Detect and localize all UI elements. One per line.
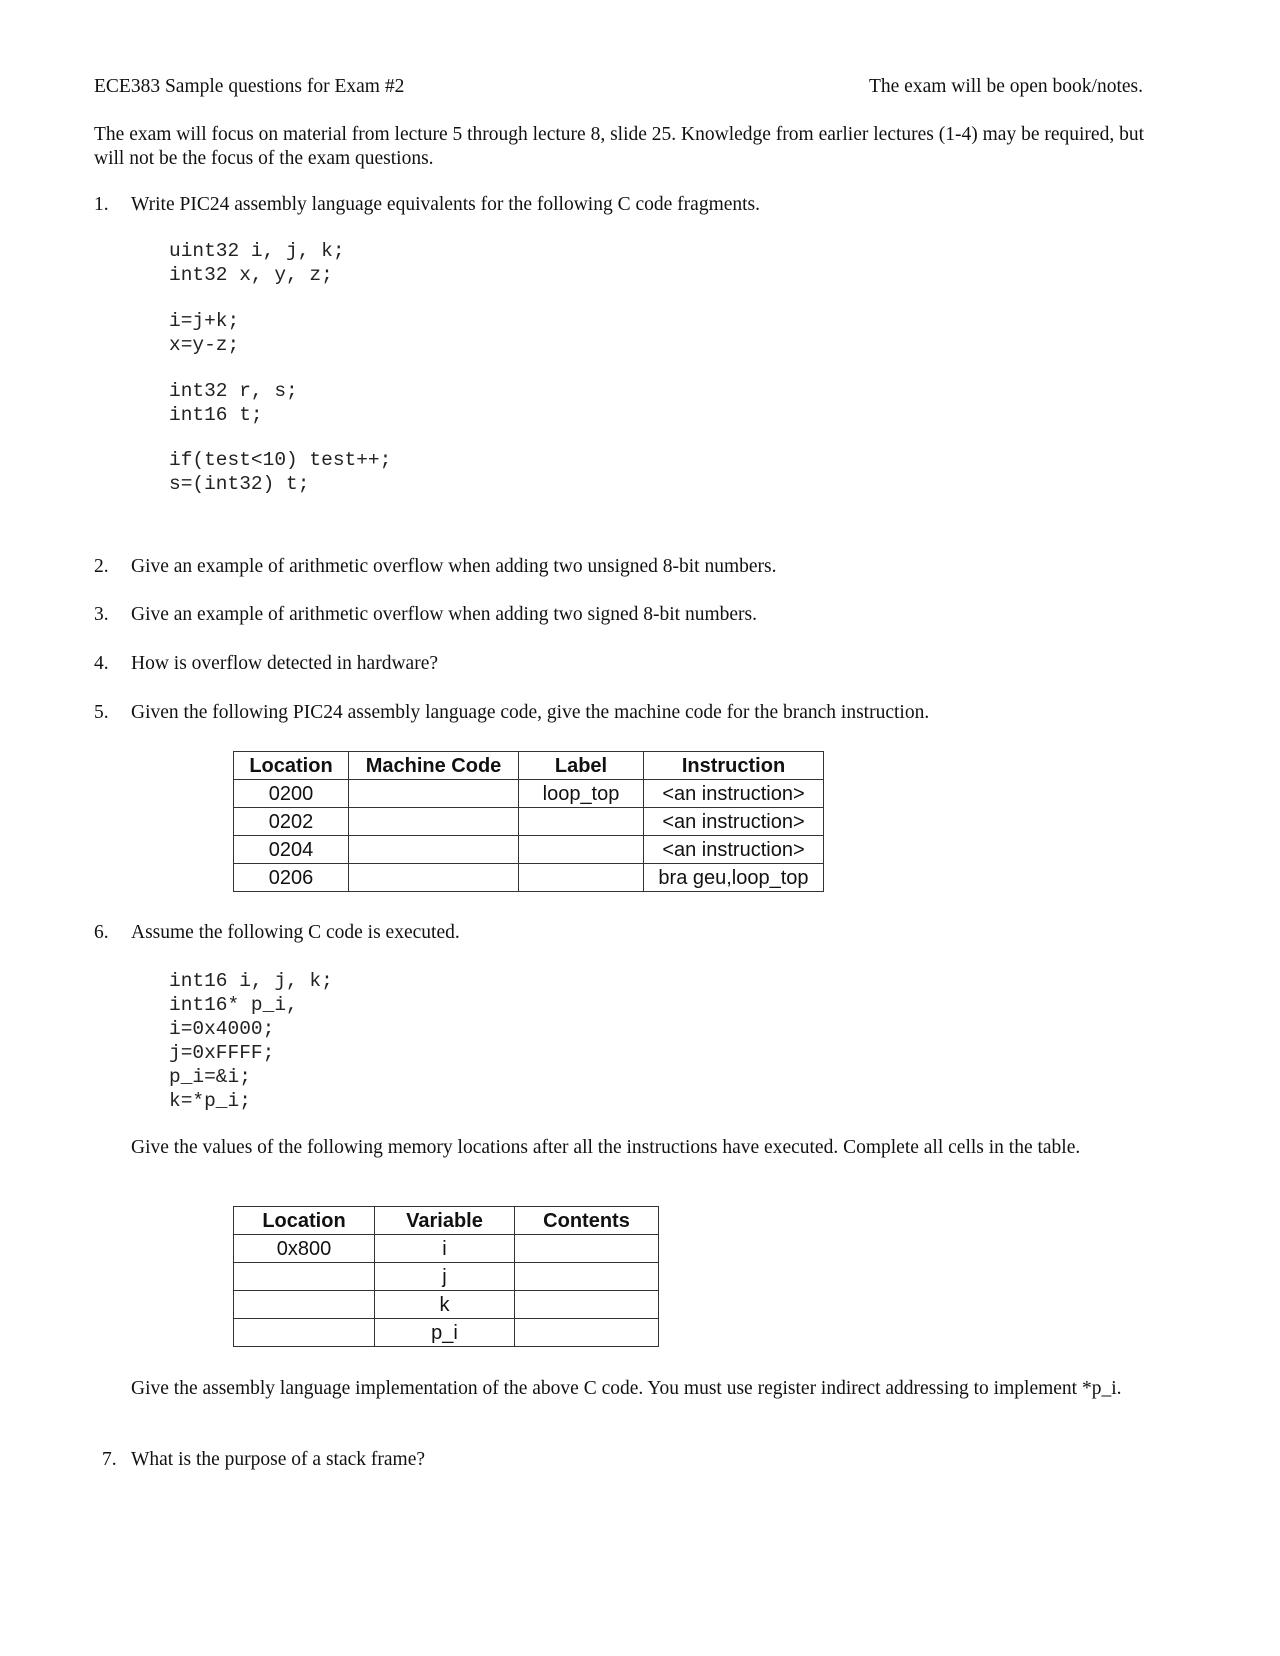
table-cell: [349, 864, 519, 892]
exam-note: The exam will be open book/notes.: [868, 76, 1143, 97]
table-cell: p_i: [375, 1319, 515, 1347]
table-row: [234, 780, 824, 808]
table-cell: [519, 864, 644, 892]
table-header-row: [234, 1207, 659, 1235]
q1-text: Write PIC24 assembly language equivalents for the following C code fragments.: [131, 194, 761, 215]
table-row: [234, 836, 824, 864]
table-cell: j: [375, 1263, 515, 1291]
table-row: [234, 864, 824, 892]
table-row: [234, 1319, 659, 1347]
table-cell: 0202: [234, 808, 349, 836]
column-header: Variable: [375, 1207, 515, 1235]
table-cell: <an instruction>: [644, 836, 824, 864]
table-cell: [515, 1263, 659, 1291]
q1-number: 1.: [94, 194, 109, 215]
q3-number: 3.: [94, 604, 109, 625]
q6-number: 6.: [94, 922, 109, 943]
q5-number: 5.: [94, 702, 109, 723]
table-cell: [515, 1291, 659, 1319]
document-title: ECE383 Sample questions for Exam #2: [94, 76, 405, 97]
table-header-row: [234, 752, 824, 780]
q1-code-conditional: if(test<10) test++; s=(int32) t;: [169, 449, 392, 495]
table-cell: loop_top: [519, 780, 644, 808]
table-row: [234, 1291, 659, 1319]
table-cell: [519, 836, 644, 864]
table-cell: 0x800: [234, 1235, 375, 1263]
table-cell: k: [375, 1291, 515, 1319]
column-header: Location: [234, 752, 349, 780]
table-row: [234, 1235, 659, 1263]
table-cell: <an instruction>: [644, 808, 824, 836]
branch-code-table: [233, 751, 824, 892]
table-cell: [515, 1235, 659, 1263]
table-cell: 0200: [234, 780, 349, 808]
q7-number: 7.: [102, 1449, 117, 1470]
column-header: Location: [234, 1207, 375, 1235]
q3-text: Give an example of arithmetic overflow when adding two signed 8-bit numbers.: [131, 604, 757, 625]
q4-text: How is overflow detected in hardware?: [131, 653, 439, 674]
table-cell: <an instruction>: [644, 780, 824, 808]
table-cell: [234, 1291, 375, 1319]
table-cell: 0204: [234, 836, 349, 864]
column-header: Machine Code: [349, 752, 519, 780]
q7-text: What is the purpose of a stack frame?: [131, 1449, 426, 1470]
table-cell: [519, 808, 644, 836]
memory-table: [233, 1206, 659, 1347]
table-cell: [349, 780, 519, 808]
table-row: [234, 1263, 659, 1291]
column-header: Label: [519, 752, 644, 780]
intro-paragraph: The exam will focus on material from lecture 5 through lecture 8, slide 25. Knowledge from earlier lectures (1-4) may be required, but will not be the focus of the exam questions.: [94, 124, 1144, 169]
column-header: Instruction: [644, 752, 824, 780]
table-cell: i: [375, 1235, 515, 1263]
q6-text: Assume the following C code is executed.: [131, 922, 460, 943]
q2-text: Give an example of arithmetic overflow when adding two unsigned 8-bit numbers.: [131, 556, 777, 577]
q1-code-declarations-2: int32 r, s; int16 t;: [169, 380, 298, 426]
column-header: Contents: [515, 1207, 659, 1235]
q5-text: Given the following PIC24 assembly language code, give the machine code for the branch instruction.: [131, 702, 930, 723]
q1-code-arith: i=j+k; x=y-z;: [169, 310, 240, 356]
q4-number: 4.: [94, 653, 109, 674]
table-cell: 0206: [234, 864, 349, 892]
q6-instruction: Give the values of the following memory locations after all the instructions have executed. Complete all cells in the table.: [131, 1137, 1081, 1158]
q6-followup: Give the assembly language implementation of the above C code. You must use register indirect addressing to implement *p_i.: [131, 1378, 1122, 1399]
table-row: [234, 808, 824, 836]
q2-number: 2.: [94, 556, 109, 577]
table-cell: [515, 1319, 659, 1347]
q1-code-declarations-1: uint32 i, j, k; int32 x, y, z;: [169, 240, 345, 286]
table-cell: [234, 1263, 375, 1291]
table-cell: [349, 808, 519, 836]
q6-code: int16 i, j, k; int16* p_i, i=0x4000; j=0xFFFF; p_i=&i; k=*p_i;: [169, 970, 333, 1112]
table-cell: [234, 1319, 375, 1347]
table-cell: [349, 836, 519, 864]
table-cell: bra geu,loop_top: [644, 864, 824, 892]
